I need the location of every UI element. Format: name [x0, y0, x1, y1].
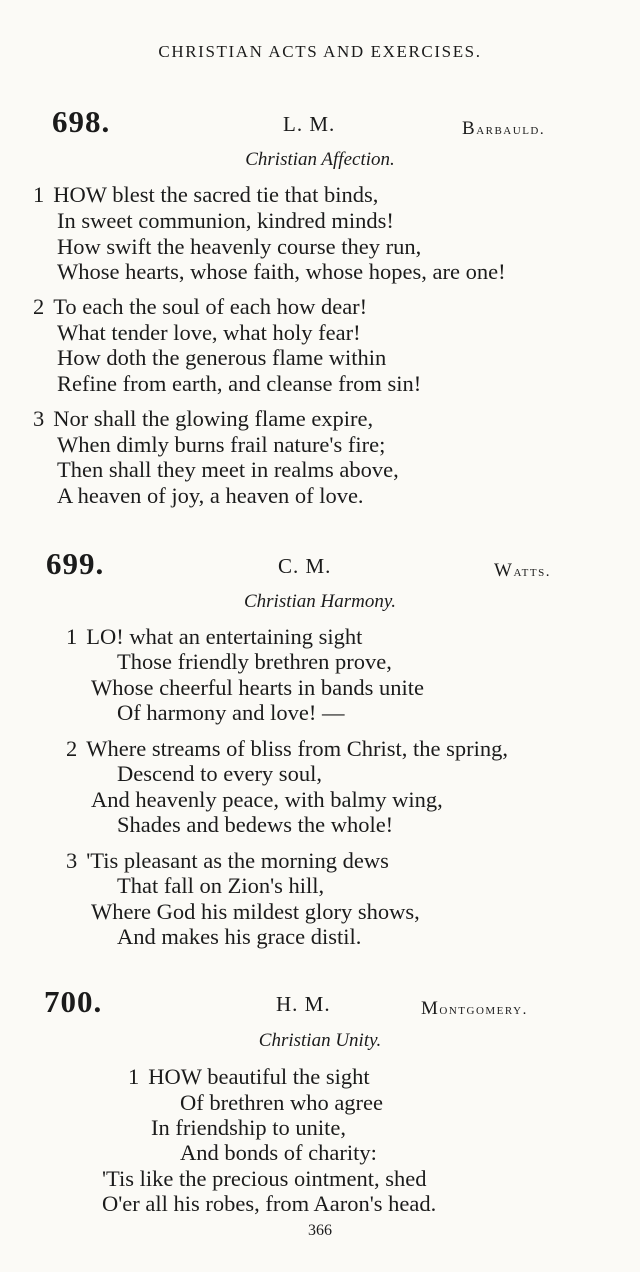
hymn-title: Christian Harmony. — [243, 591, 397, 612]
hymn-number: 698. — [52, 104, 111, 139]
hymn-title: Christian Unity. — [258, 1030, 382, 1051]
hymn-number: 700. — [44, 984, 103, 1019]
running-head: CHRISTIAN ACTS AND EXERCISES. — [158, 42, 482, 61]
hymn-header — [0, 104, 640, 138]
verse-line: Where God his mildest glory shows, — [91, 899, 420, 924]
verse-line: And bonds of charity: — [180, 1140, 377, 1165]
verse-line: When dimly burns frail nature's fire; — [57, 432, 386, 457]
verse-number: 2 — [66, 736, 78, 761]
verse-number: 3 — [66, 848, 78, 873]
hymn-header — [0, 546, 640, 580]
verse-line: Of brethren who agree — [180, 1090, 384, 1115]
verse-line: 3 Nor shall the glowing flame expire, — [33, 406, 374, 431]
verse-line: And makes his grace distil. — [117, 924, 362, 949]
hymn-number: 699. — [46, 546, 105, 581]
hymn-title: Christian Affection. — [245, 149, 395, 170]
verse-number: 2 — [33, 294, 45, 319]
hymn-meter: C. M. — [278, 554, 332, 578]
verse-line: 2 To each the soul of each how dear! — [33, 294, 368, 319]
verse-number: 3 — [33, 406, 45, 431]
hymn-author: Montgomery. — [421, 998, 528, 1019]
verse-line: 1 LO! what an entertaining sight — [66, 624, 363, 649]
verse-line: Descend to every soul, — [117, 761, 322, 786]
verse-line: In sweet communion, kindred minds! — [57, 208, 394, 233]
verse-line: In friendship to unite, — [151, 1115, 346, 1140]
verse-line: O'er all his robes, from Aaron's head. — [102, 1191, 437, 1216]
verse-line: Whose cheerful hearts in bands unite — [91, 675, 425, 700]
hymn-meter: L. M. — [283, 112, 336, 136]
verse-line: 2 Where streams of bliss from Christ, the spring, — [66, 736, 509, 761]
verse-line: How swift the heavenly course they run, — [57, 234, 422, 259]
hymn-author: Watts. — [494, 560, 551, 581]
verse-line: 3 'Tis pleasant as the morning dews — [66, 848, 389, 873]
hymn-meter: H. M. — [276, 992, 331, 1016]
verse-line: A heaven of joy, a heaven of love. — [57, 483, 364, 508]
page-number: 366 — [308, 1222, 332, 1239]
verse-line: 1 HOW blest the sacred tie that binds, — [33, 182, 379, 207]
verse-line: How doth the generous flame within — [57, 345, 387, 370]
verse-number: 1 — [66, 624, 78, 649]
verse-line: Shades and bedews the whole! — [117, 812, 394, 837]
verse-line: Of harmony and love! — — [117, 700, 345, 725]
verse-line: 1 HOW beautiful the sight — [128, 1064, 370, 1089]
verse-line: Refine from earth, and cleanse from sin! — [57, 371, 422, 396]
verse-line: And heavenly peace, with balmy wing, — [91, 787, 443, 812]
verse-line: Whose hearts, whose faith, whose hopes, are one! — [57, 259, 506, 284]
verse-line: 'Tis like the precious ointment, shed — [102, 1166, 427, 1191]
verse-line: Then shall they meet in realms above, — [57, 457, 399, 482]
hymn-header — [0, 984, 640, 1018]
verse-number: 1 — [33, 182, 45, 207]
hymn-author: Barbauld. — [462, 118, 546, 139]
verse-line: Those friendly brethren prove, — [117, 649, 392, 674]
verse-line: That fall on Zion's hill, — [117, 873, 325, 898]
verse-line: What tender love, what holy fear! — [57, 320, 361, 345]
verse-number: 1 — [128, 1064, 140, 1089]
